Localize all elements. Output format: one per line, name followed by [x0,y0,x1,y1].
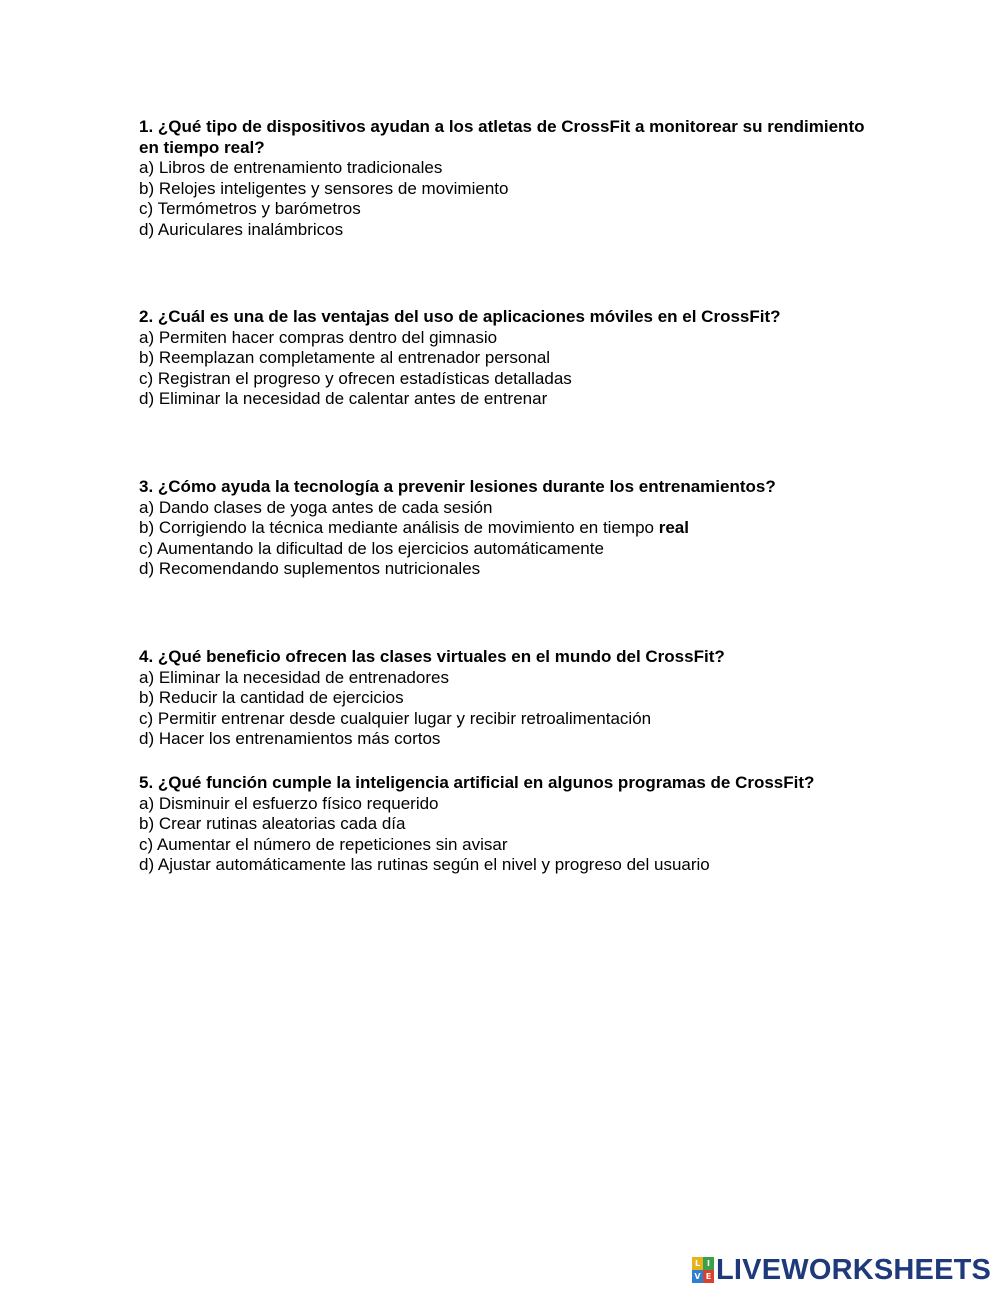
question-4-title: 4. ¿Qué beneficio ofrecen las clases virtuales en el mundo del CrossFit? [139,647,725,666]
question-3-option-a[interactable]: a) Dando clases de yoga antes de cada sesión [139,497,493,517]
question-5-option-c[interactable]: c) Aumentar el número de repeticiones sin avisar [139,834,508,854]
liveworksheets-logo [692,1255,991,1285]
question-4-option-d[interactable]: d) Hacer los entrenamientos más cortos [139,729,441,749]
question-5-title: 5. ¿Qué función cumple la inteligencia artificial en algunos programas de CrossFit? [139,773,815,792]
question-2-option-b[interactable]: b) Reemplazan completamente al entrenador personal [139,348,551,368]
question-3-option-b-bold-word: real [658,518,689,538]
question-3 [139,477,879,580]
question-1 [139,117,879,241]
question-1-option-d[interactable]: d) Auriculares inalámbricos [139,219,344,239]
question-2-option-d[interactable]: d) Eliminar la necesidad de calentar antes de entrenar [139,389,548,409]
question-2 [139,307,879,410]
question-3-option-c[interactable]: c) Aumentando la dificultad de los ejercicios automáticamente [139,538,604,558]
question-1-title: 1. ¿Qué tipo de dispositivos ayudan a los atletas de CrossFit a monitorear su rendimiento en tiempo real? [139,117,865,157]
question-5-option-a[interactable]: a) Disminuir el esfuerzo físico requerido [139,793,439,813]
question-3-option-b-text: b) Corrigiendo la técnica mediante análisis de movimiento en tiempo [139,518,659,538]
question-5-option-b[interactable]: b) Crear rutinas aleatorias cada día [139,814,406,834]
question-1-option-a[interactable]: a) Libros de entrenamiento tradicionales [139,158,443,178]
question-4-option-b[interactable]: b) Reducir la cantidad de ejercicios [139,688,404,708]
question-2-title: 2. ¿Cuál es una de las ventajas del uso de aplicaciones móviles en el CrossFit? [139,307,781,326]
question-1-option-c[interactable]: c) Termómetros y barómetros [139,199,361,219]
logo-mark-cell-v: V [692,1270,703,1283]
logo-mark-cell-l: L [692,1257,703,1270]
question-4-option-c[interactable]: c) Permitir entrenar desde cualquier lugar y recibir retroalimentación [139,708,652,728]
question-1-option-b[interactable]: b) Relojes inteligentes y sensores de movimiento [139,178,509,198]
question-2-option-c[interactable]: c) Registran el progreso y ofrecen estadísticas detalladas [139,368,572,388]
liveworksheets-mark-icon [692,1257,714,1283]
question-4 [139,647,879,750]
question-4-option-a[interactable]: a) Eliminar la necesidad de entrenadores [139,667,449,687]
question-3-title: 3. ¿Cómo ayuda la tecnología a prevenir lesiones durante los entrenamientos? [139,477,776,496]
logo-mark-cell-e: E [703,1270,714,1283]
question-3-option-b[interactable] [139,518,879,539]
question-3-option-d[interactable]: d) Recomendando suplementos nutricionales [139,559,481,579]
question-5 [139,773,879,876]
question-2-option-a[interactable]: a) Permiten hacer compras dentro del gimnasio [139,327,498,347]
liveworksheets-logo-text: LIVEWORKSHEETS [716,1254,992,1286]
question-5-option-d[interactable]: d) Ajustar automáticamente las rutinas según el nivel y progreso del usuario [139,855,710,875]
logo-mark-cell-i: I [703,1257,714,1270]
